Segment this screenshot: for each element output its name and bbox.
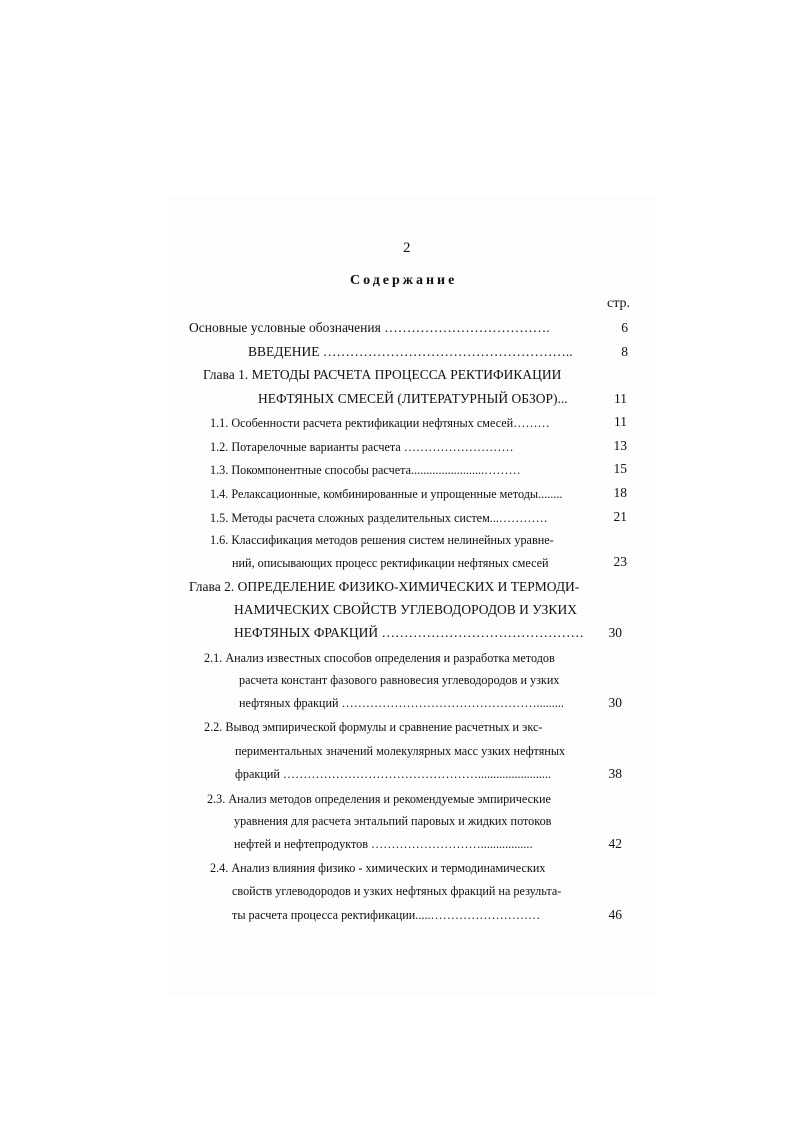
toc-entry-text: свойств углеводородов и узких нефтяных фракций на результа- bbox=[232, 884, 562, 898]
toc-entry-page: 18 bbox=[613, 485, 627, 500]
toc-entry-text: ты расчета процесса ректификации.....……………………… bbox=[232, 908, 541, 922]
toc-entry-text: 2.1. Анализ известных способов определения и разработка методов bbox=[204, 651, 555, 665]
toc-entry-text: 1.4. Релаксационные, комбинированные и упрощенные методы........ bbox=[210, 487, 563, 501]
toc-entry-text: 1.3. Покомпонентные способы расчета........................……… bbox=[210, 463, 521, 477]
toc-entry-text: уравнения для расчета энтальпий паровых и жидких потоков bbox=[234, 814, 552, 828]
toc-entry-text: ний, описывающих процесс ректификации нефтяных смесей bbox=[232, 556, 549, 570]
toc-entry-page: 46 bbox=[608, 907, 622, 922]
toc-entry-text: расчета констант фазового равновесия углеводородов и узких bbox=[239, 673, 560, 687]
toc-entry-text: Глава 1. МЕТОДЫ РАСЧЕТА ПРОЦЕССА РЕКТИФИКАЦИИ bbox=[203, 367, 562, 382]
toc-entry-text: 2.4. Анализ влияния физико - химических и термодинамических bbox=[210, 861, 546, 875]
toc-entry-text: НАМИЧЕСКИХ СВОЙСТВ УГЛЕВОДОРОДОВ И УЗКИХ bbox=[234, 602, 577, 617]
toc-entry-page: 11 bbox=[614, 414, 627, 429]
toc-entry-page: 30 bbox=[608, 625, 622, 640]
toc-entry-page: 15 bbox=[613, 461, 627, 476]
page-number: 2 bbox=[403, 240, 411, 256]
toc-entry-text: нефтяных фракций …………………………………………......... bbox=[239, 696, 564, 710]
toc-heading: Содержание bbox=[350, 273, 458, 288]
toc-entry-text: нефтей и нефтепродуктов ………………………................. bbox=[234, 837, 533, 851]
toc-entry-page: 30 bbox=[608, 695, 622, 710]
toc-entry-text: Глава 2. ОПРЕДЕЛЕНИЕ ФИЗИКО-ХИМИЧЕСКИХ И ТЕРМОДИ- bbox=[189, 579, 580, 594]
toc-entry-page: 42 bbox=[608, 836, 622, 851]
toc-entry-page: 8 bbox=[621, 344, 628, 359]
toc-entry-text: 1.2. Потарелочные варианты расчета ……………………… bbox=[210, 440, 514, 454]
toc-entry-text: Основные условные обозначения ………………………………. bbox=[189, 320, 550, 335]
toc-entry-page: 38 bbox=[608, 766, 622, 781]
toc-entry-text: 2.2. Вывод эмпирической формулы и сравнение расчетных и экс- bbox=[204, 720, 543, 734]
toc-entry-page: 13 bbox=[613, 438, 627, 453]
toc-entry-text: НЕФТЯНЫХ ФРАКЦИЙ ……………………………………… bbox=[234, 625, 585, 640]
toc-entry-page: 23 bbox=[613, 554, 627, 569]
toc-entry-text: ВВЕДЕНИЕ ……………………………………………….. bbox=[248, 344, 573, 359]
toc-entry-text: 1.1. Особенности расчета ректификации нефтяных смесей……… bbox=[210, 416, 550, 430]
toc-entry-text: 1.5. Методы расчета сложных разделительных систем...………… bbox=[210, 511, 548, 525]
toc-entry-text: 2.3. Анализ методов определения и рекомендуемые эмпирические bbox=[207, 792, 551, 806]
toc-entry-text: 1.6. Классификация методов решения систем нелинейных уравне- bbox=[210, 533, 554, 547]
toc-entry-text: фракций …………………………………………........................ bbox=[235, 767, 552, 781]
page-column-label: стр. bbox=[607, 296, 631, 311]
toc-entry-text: НЕФТЯНЫХ СМЕСЕЙ (ЛИТЕРАТУРНЫЙ ОБЗОР)... bbox=[258, 391, 568, 406]
toc-entry-page: 6 bbox=[621, 320, 628, 335]
toc-entry-page: 11 bbox=[614, 391, 627, 406]
toc-entry-page: 21 bbox=[613, 509, 627, 524]
toc-entry-text: периментальных значений молекулярных масс узких нефтяных bbox=[235, 744, 566, 758]
